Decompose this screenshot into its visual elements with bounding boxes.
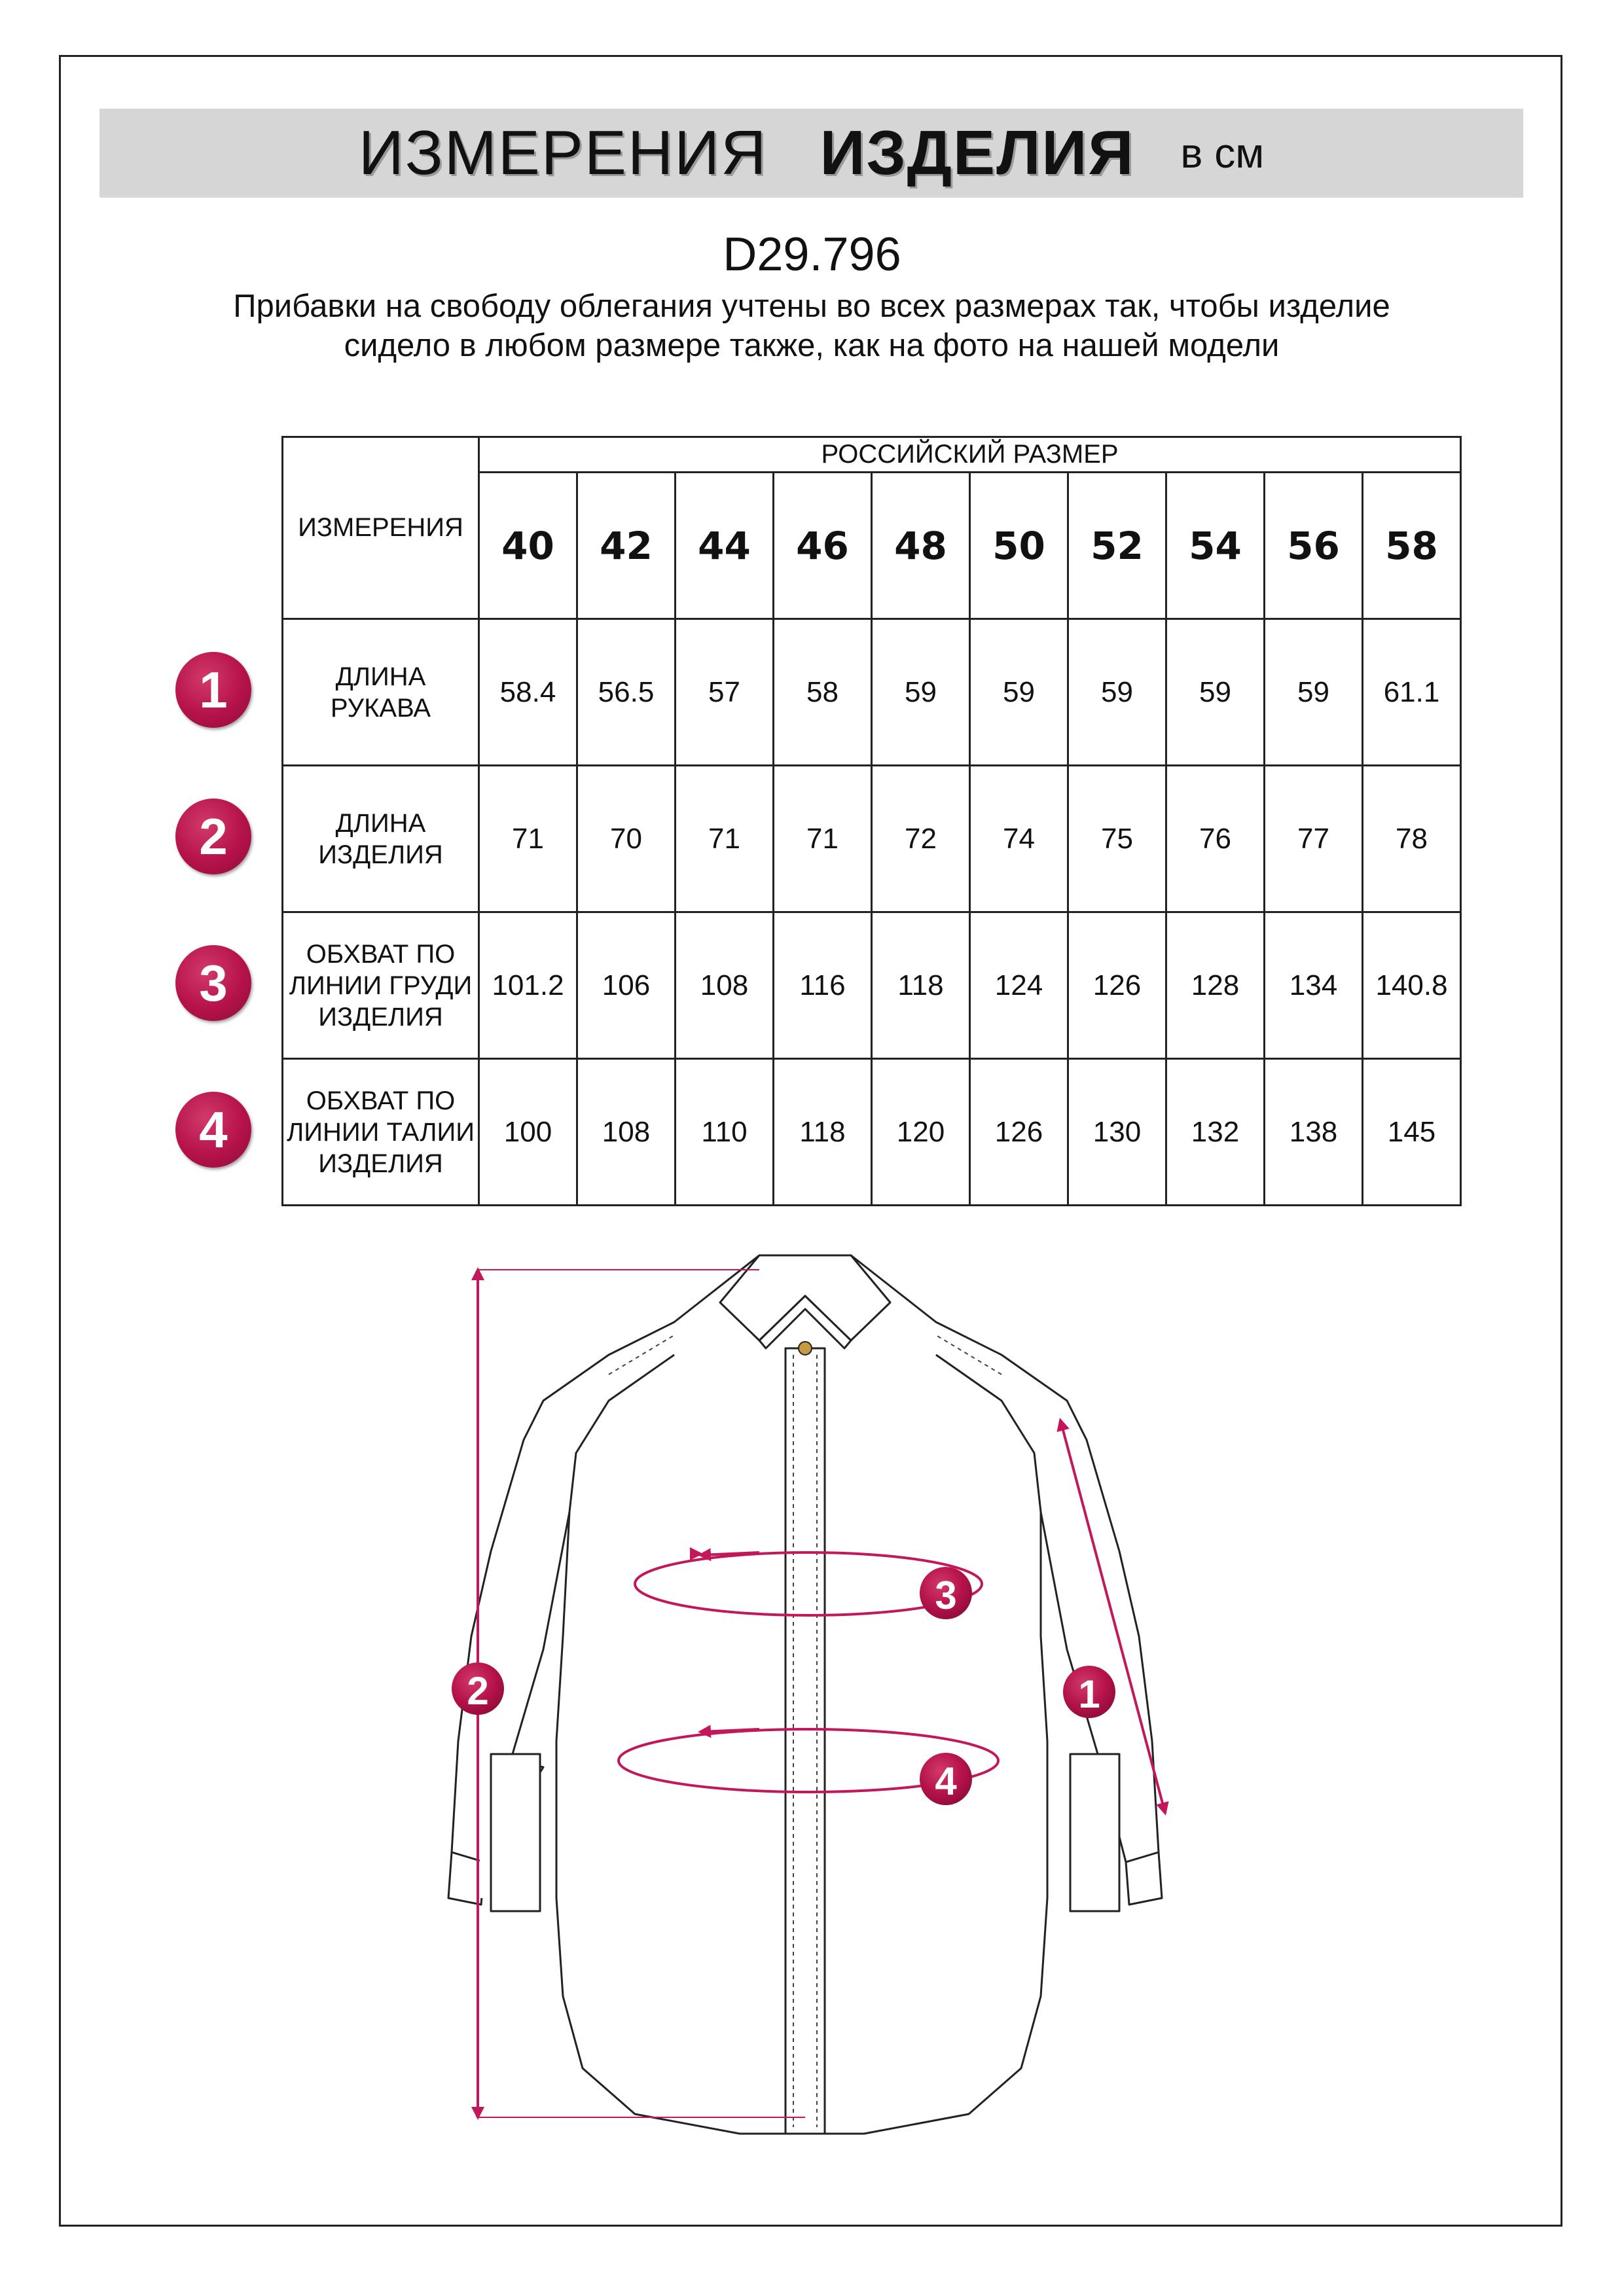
- size-header: 42: [577, 473, 676, 619]
- table-cell: 138: [1265, 1059, 1363, 1206]
- table-cell: 78: [1363, 766, 1461, 912]
- fit-note: Прибавки на свободу облегания учтены во всех размерах так, чтобы изделие сидело в любом размере также, как на фото на нашей модели: [233, 289, 1390, 363]
- marker-4-label: 4: [935, 1759, 957, 1803]
- table-cell: 132: [1166, 1059, 1265, 1206]
- table-cell: 130: [1068, 1059, 1166, 1206]
- table-cell: 58: [774, 619, 872, 766]
- row-label: ДЛИНА РУКАВА: [283, 619, 479, 766]
- table-cell: 75: [1068, 766, 1166, 912]
- table-row-chest-girth: [283, 912, 1461, 1059]
- table-cell: 126: [1068, 912, 1166, 1059]
- table-cell: 108: [676, 912, 774, 1059]
- table-row-garment-length: [283, 766, 1461, 912]
- table-cell: 72: [872, 766, 970, 912]
- title-normal: ИЗМЕРЕНИЯ: [358, 118, 768, 188]
- marker-1-label: 1: [1078, 1672, 1100, 1716]
- table-row-waist-girth: [283, 1059, 1461, 1206]
- row-number-badge: 3: [175, 945, 251, 1021]
- table-cell: 120: [872, 1059, 970, 1206]
- row-number-badge: 4: [175, 1092, 251, 1168]
- table-cell: 100: [479, 1059, 577, 1206]
- marker-2-label: 2: [467, 1669, 489, 1713]
- row-number-badge: 1: [175, 652, 251, 728]
- title-unit: в см: [1180, 130, 1265, 177]
- table-cell: 108: [577, 1059, 676, 1206]
- table-cell: 116: [774, 912, 872, 1059]
- table-cell: 126: [970, 1059, 1068, 1206]
- size-table: [281, 436, 1462, 1206]
- table-cell: 76: [1166, 766, 1265, 912]
- row-label: ДЛИНА ИЗДЕЛИЯ: [283, 766, 479, 912]
- table-cell: 59: [970, 619, 1068, 766]
- table-cell: 134: [1265, 912, 1363, 1059]
- table-cell: 71: [676, 766, 774, 912]
- header-row-group: [283, 437, 1461, 473]
- table-cell: 56.5: [577, 619, 676, 766]
- table-cell: 71: [479, 766, 577, 912]
- size-header: 52: [1068, 473, 1166, 619]
- size-header: 46: [774, 473, 872, 619]
- table-cell: 70: [577, 766, 676, 912]
- table-cell: 74: [970, 766, 1068, 912]
- table-cell: 59: [872, 619, 970, 766]
- table-cell: 57: [676, 619, 774, 766]
- row-label: ОБХВАТ ПО ЛИНИИ ГРУДИ ИЗДЕЛИЯ: [283, 912, 479, 1059]
- size-header: 58: [1363, 473, 1461, 619]
- size-header: 48: [872, 473, 970, 619]
- button-icon: [799, 1342, 812, 1355]
- table-cell: 118: [774, 1059, 872, 1206]
- table-cell: 140.8: [1363, 912, 1461, 1059]
- row-number-badge: 2: [175, 798, 251, 874]
- table-cell: 58.4: [479, 619, 577, 766]
- shirt-outline: [448, 1255, 1162, 2134]
- article-code: D29.796: [723, 228, 901, 281]
- table-cell: 106: [577, 912, 676, 1059]
- row-label: ОБХВАТ ПО ЛИНИИ ТАЛИИ ИЗДЕЛИЯ: [283, 1059, 479, 1206]
- table-cell: 61.1: [1363, 619, 1461, 766]
- table-cell: 118: [872, 912, 970, 1059]
- size-header: 54: [1166, 473, 1265, 619]
- table-row-sleeve-length: [283, 619, 1461, 766]
- table-cell: 128: [1166, 912, 1265, 1059]
- title-bar: [99, 109, 1523, 198]
- size-header: 44: [676, 473, 774, 619]
- table-cell: 77: [1265, 766, 1363, 912]
- table-cell: 59: [1265, 619, 1363, 766]
- table-cell: 110: [676, 1059, 774, 1206]
- size-group-header: РОССИЙСКИЙ РАЗМЕР: [479, 437, 1461, 473]
- table-cell: 59: [1068, 619, 1166, 766]
- table-cell: 59: [1166, 619, 1265, 766]
- size-header: 50: [970, 473, 1068, 619]
- marker-3-label: 3: [935, 1573, 957, 1617]
- measurements-header: ИЗМЕРЕНИЯ: [283, 437, 479, 619]
- table-cell: 145: [1363, 1059, 1461, 1206]
- size-header: 56: [1265, 473, 1363, 619]
- size-header: 40: [479, 473, 577, 619]
- shirt-diagram: [393, 1244, 1257, 2160]
- title-bold: ИЗДЕЛИЯ: [820, 118, 1135, 188]
- table-cell: 101.2: [479, 912, 577, 1059]
- table-cell: 124: [970, 912, 1068, 1059]
- table-cell: 71: [774, 766, 872, 912]
